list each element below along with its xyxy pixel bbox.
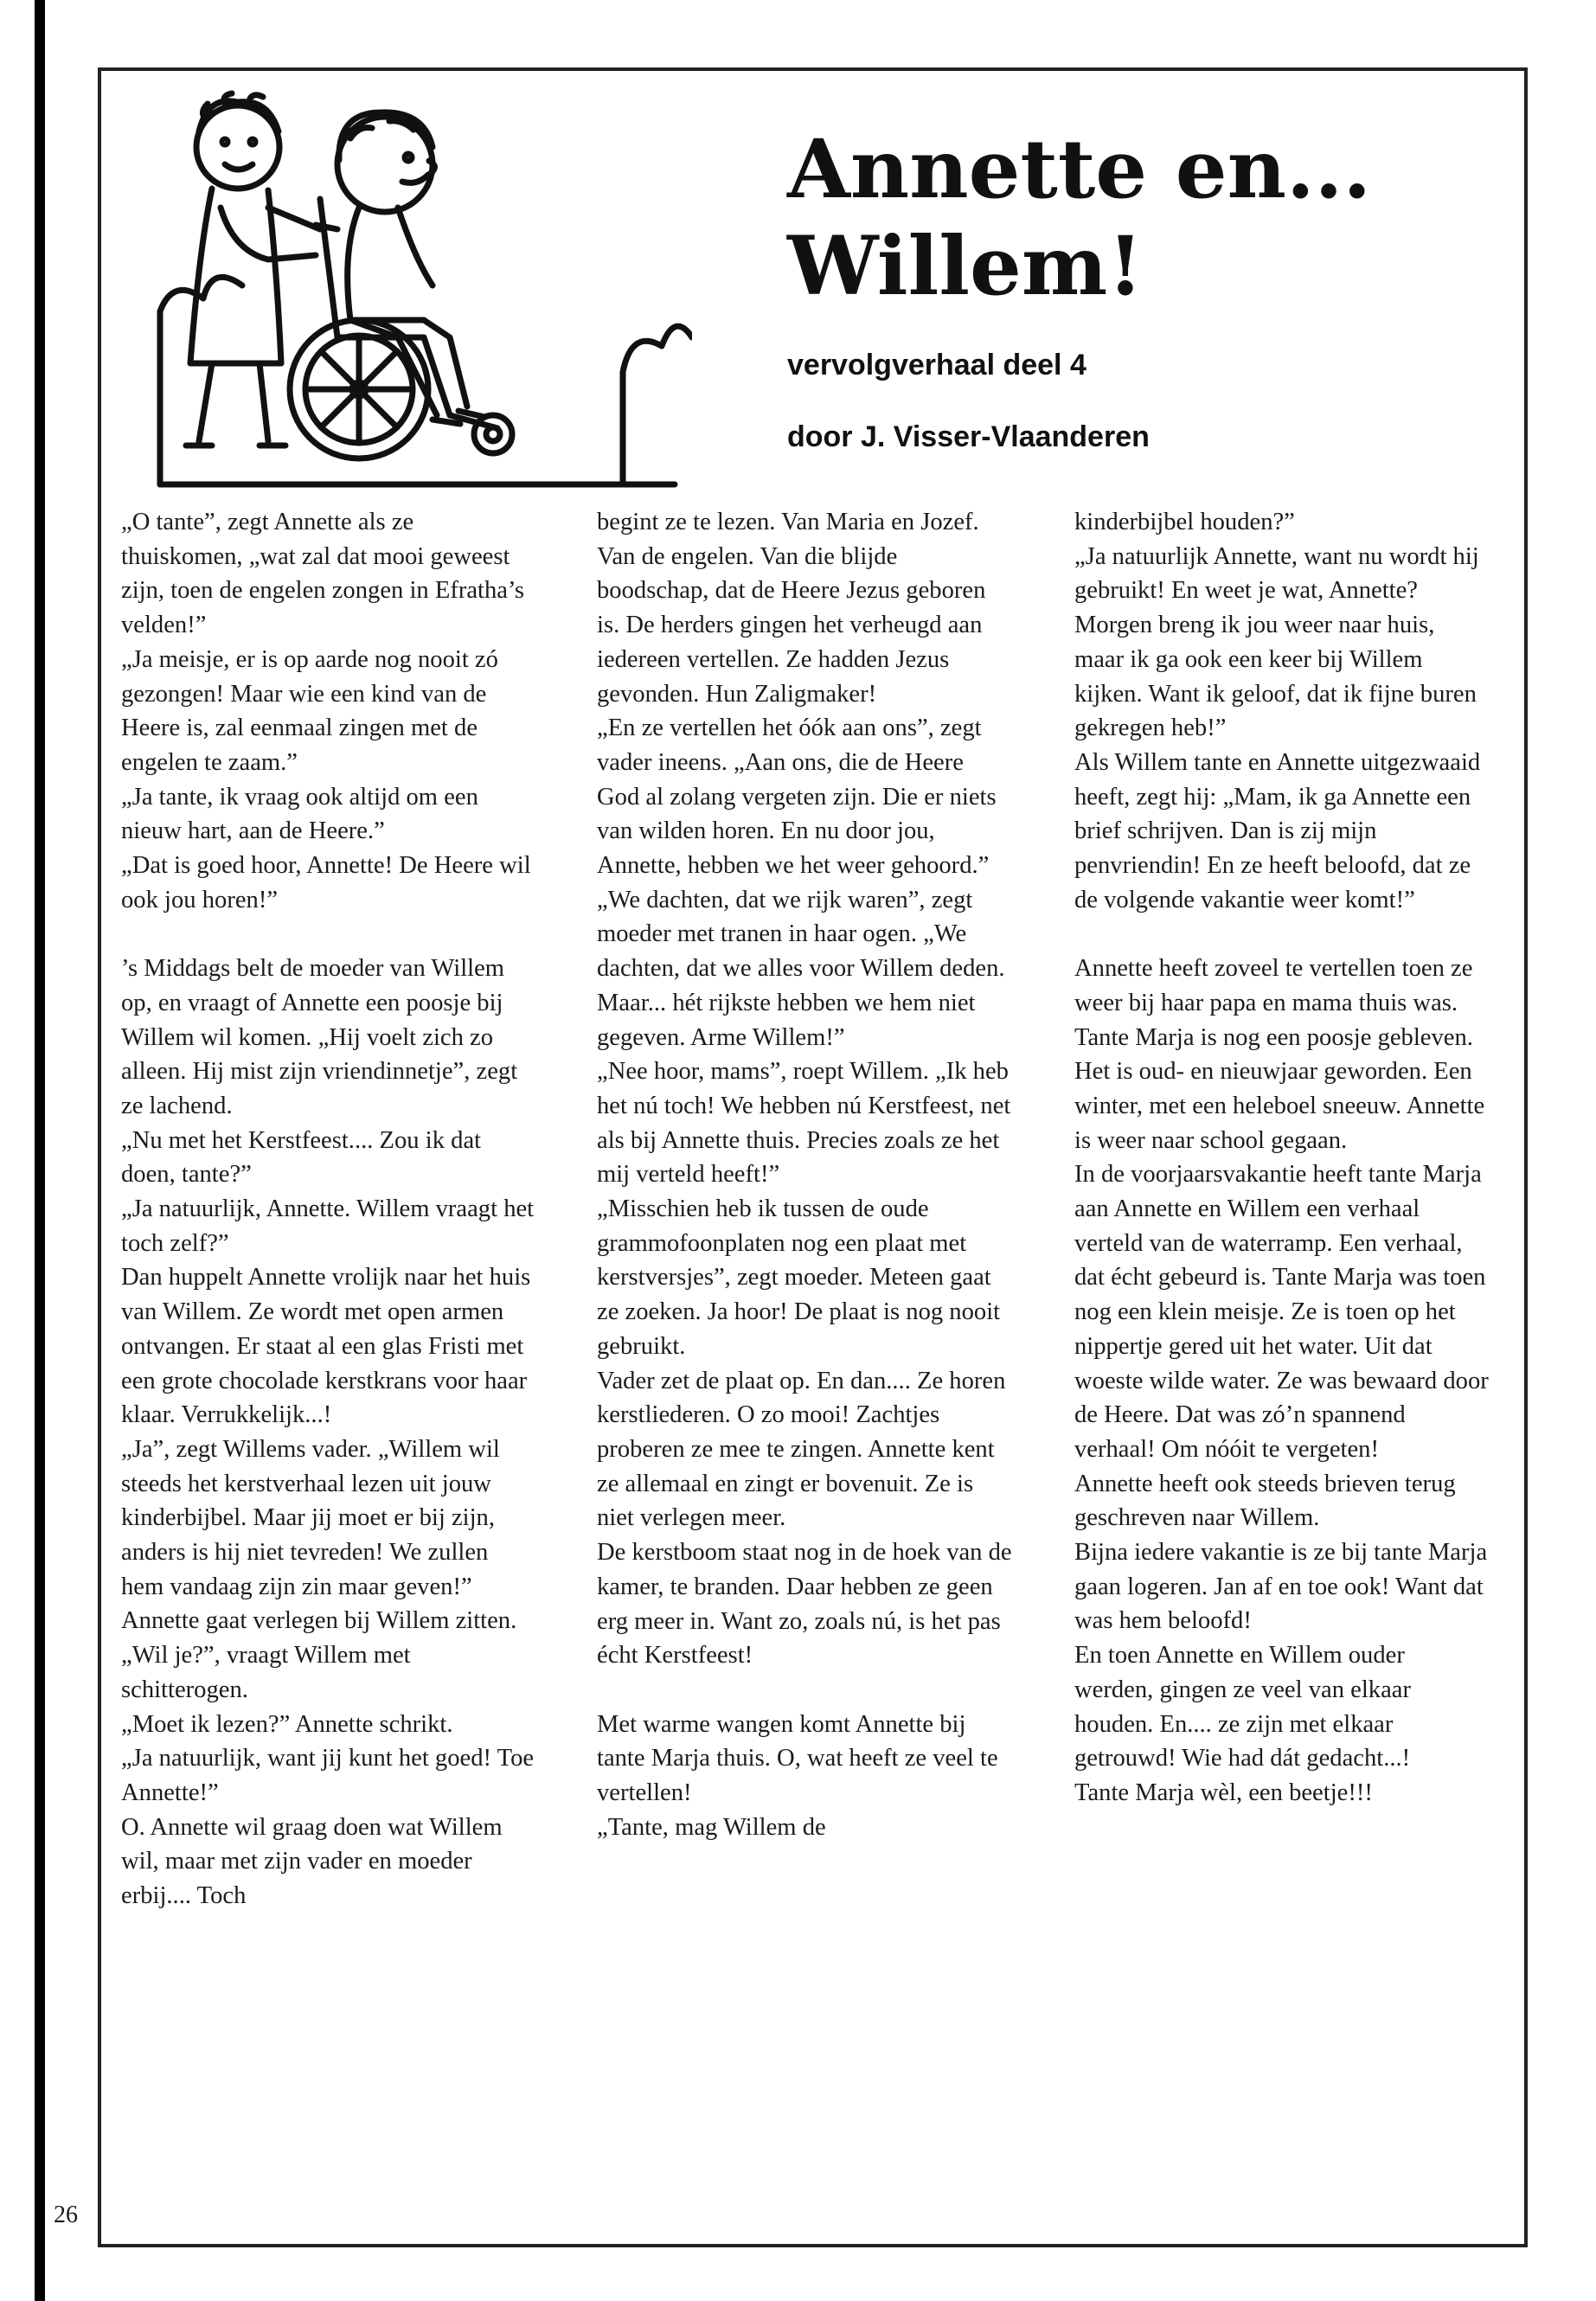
paragraph: begint ze te lezen. Van Maria en Jozef. Van de engelen. Van die blijde boodschap, dat de Heere Jezus geboren is. De herders gingen het verheugd aan iedereen vertellen. Ze hadden Jezus gevonden. Hun Zaligmaker! (597, 509, 986, 708)
paragraph: Annette heeft ook steeds brieven terug geschreven naar Willem. (1074, 1470, 1456, 1532)
paragraph: In de voorjaarsvakantie heeft tante Marja aan Annette en Willem een verhaal verteld van de waterramp. Een verhaal, dat écht gebeurd is. Tante Marja was toen nog een klein meisje. Ze is toen op het nippertje gered uit het water. Uit dat woeste wilde water. Ze was bewaard door de Heere. Dat was zó’n spannend verhaal! Om nóóit te vergeten! (1074, 1161, 1489, 1463)
text-column-3 (1074, 505, 1490, 1811)
paragraph: Dan huppelt Annette vrolijk naar het huis van Willem. Ze wordt met open armen ontvangen. Er staat al een glas Fristi met een grote chocolade kerstkrans voor haar klaar. Verrukkelijk...! (121, 1264, 531, 1429)
article-byline: door J. Visser-Vlaanderen (787, 420, 1150, 453)
paragraph: „Moet ik lezen?” Annette schrikt. (121, 1710, 453, 1738)
paragraph: Tante Marja wèl, een beetje!!! (1074, 1779, 1373, 1806)
paragraph: kinderbijbel houden?” (1074, 509, 1295, 535)
paragraph: „En ze vertellen het óók aan ons”, zegt vader ineens. „Aan ons, die de Heere God al zolang vergeten zijn. Die er niets van wilden horen. En nu door jou, Annette, hebben we het weer gehoord.” (597, 715, 997, 880)
paragraph: „Dat is goed hoor, Annette! De Heere wil ook jou horen!” (121, 852, 531, 913)
paragraph: „Ja natuurlijk Annette, want nu wordt hij gebruikt! En weet je wat, Annette? Morgen breng ik jou weer naar huis, maar ik ga ook een keer bij Willem kijken. Want ik geloof, dat ik fijne buren gekregen heb!” (1074, 542, 1479, 742)
paragraph: „Ja tante, ik vraag ook altijd om een nieuw hart, aan de Heere.” (121, 783, 478, 845)
wheelchair-illustration (138, 78, 692, 493)
article-subtitle: vervolgverhaal deel 4 (787, 349, 1086, 381)
paragraph: „Ja natuurlijk, Annette. Willem vraagt het toch zelf?” (121, 1195, 535, 1257)
paragraph: Met warme wangen komt Annette bij tante Marja thuis. O, wat heeft ze veel te vertellen! (597, 1710, 998, 1806)
title-line-2: Willem! (787, 219, 1144, 314)
paragraph: En toen Annette en Willem ouder werden, gingen ze veel van elkaar houden. En.... ze zijn met elkaar getrouwd! Wie had dát gedacht...! (1074, 1642, 1411, 1772)
page-number: 26 (54, 2202, 78, 2228)
paragraph: „Tante, mag Willem de (597, 1813, 826, 1841)
paragraph: Vader zet de plaat op. En dan.... Ze horen kerstliederen. O zo mooi! Zachtjes proberen ze mee te zingen. Annette kent ze allemaal en zingt er bovenuit. Ze is niet verlegen meer. (597, 1367, 1006, 1532)
binding-edge (35, 0, 45, 2301)
paragraph: De kerstboom staat nog in de hoek van de kamer, te branden. Daar hebben ze geen erg meer in. Want zo, zoals nú, is het pas écht Kerstfeest! (597, 1539, 1012, 1670)
paragraph: Als Willem tante en Annette uitgezwaaid heeft, zegt hij: „Mam, ik ga Annette een brief schrijven. Dan is zij mijn penvriendin! En ze heeft beloofd, dat ze de volgende vakantie weer komt!” (1074, 748, 1481, 913)
paragraph: „O tante”, zegt Annette als ze thuiskomen, „wat zal dat mooi geweest zijn, toen de engelen zongen in Efratha’s velden!” (121, 509, 525, 639)
paragraph: O. Annette wil graag doen wat Willem wil, maar met zijn vader en moeder erbij.... Toch (121, 1813, 503, 1910)
text-column-2 (597, 505, 1012, 1844)
article-title (787, 121, 1479, 315)
paragraph: Bijna iedere vakantie is ze bij tante Marja gaan logeren. Jan af en toe ook! Want dat was hem beloofd! (1074, 1539, 1488, 1635)
paragraph: „Nee hoor, mams”, roept Willem. „Ik heb het nú toch! We hebben nú Kerstfeest, net als bij Annette thuis. Precies zoals ze het mij verteld heeft!” (597, 1058, 1011, 1189)
paragraph: „Ja meisje, er is op aarde nog nooit zó gezongen! Maar wie een kind van de Heere is, zal eenmaal zingen met de engelen te zaam.” (121, 645, 498, 776)
paragraph: „Misschien heb ik tussen de oude grammofoonplaten nog een plaat met kerstversjes”, zegt moeder. Meteen gaat ze zoeken. Ja hoor! De plaat is nog nooit gebruikt. (597, 1195, 1001, 1360)
paragraph: ’s Middags belt de moeder van Willem op, en vraagt of Annette een poosje bij Willem wil komen. „Hij voelt zich zo alleen. Hij mist zijn vriendinnetje”, zegt ze lachend. (121, 955, 518, 1119)
title-line-1: Annette en... (787, 122, 1372, 217)
paragraph: „Ja”, zegt Willems vader. „Willem wil steeds het kerstverhaal lezen uit jouw kinderbijbel. Maar jij moet er bij zijn, anders is hij niet tevreden! We zullen hem vandaag zijn zin maar geven!” (121, 1435, 500, 1600)
paragraph: „Nu met het Kerstfeest.... Zou ik dat doen, tante?” (121, 1126, 482, 1189)
paragraph: „Ja natuurlijk, want jij kunt het goed! Toe Annette!” (121, 1745, 535, 1806)
text-column-1 (121, 505, 536, 1913)
paragraph: Annette gaat verlegen bij Willem zitten. (121, 1607, 517, 1635)
paragraph: Annette heeft zoveel te vertellen toen ze weer bij haar papa en mama thuis was. Tante Marja is nog een poosje gebleven. Het is oud- en nieuwjaar geworden. Een winter, met een heleboel sneeuw. Annette is weer naar school gegaan. (1074, 955, 1485, 1154)
paragraph: „Wil je?”, vraagt Willem met schitterogen. (121, 1642, 411, 1703)
paragraph: „We dachten, dat we rijk waren”, zegt moeder met tranen in haar ogen. „We dachten, dat we alles voor Willem deden. Maar... hét rijkste hebben we hem niet gegeven. Arme Willem!” (597, 886, 1005, 1051)
